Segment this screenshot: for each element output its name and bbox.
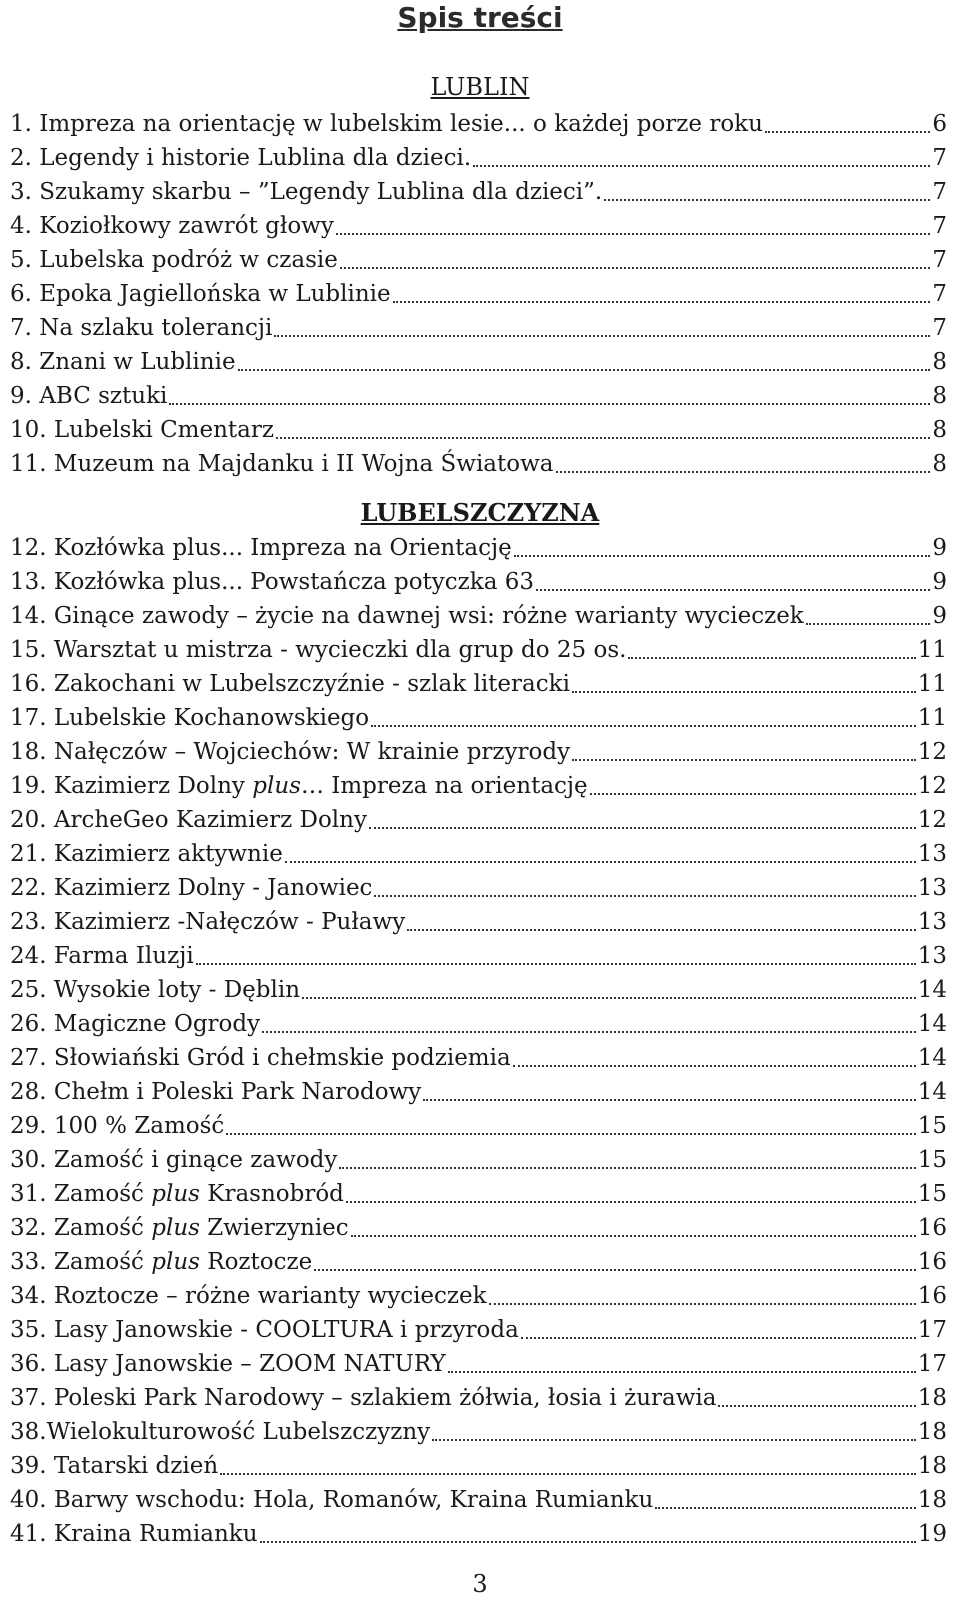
toc-entry [10,599,947,633]
dot-leader [276,437,930,439]
toc-entry-number: 22. [10,875,47,901]
dot-leader [514,555,931,557]
toc-entry [10,277,947,311]
toc-entry-title-italic: plus [252,773,301,799]
toc-entry-page: 8 [932,349,947,375]
toc-entry-title: Szukamy skarbu – ”Legendy Lublina dla dzieci”. [39,179,603,205]
toc-entry-page: 7 [932,179,947,205]
toc-entry-number: 2. [10,145,32,171]
toc-entry-number: 20. [10,807,47,833]
dot-leader [604,199,930,201]
section-heading-lublin: LUBLIN [430,73,530,101]
toc-entry-page: 15 [917,1147,947,1173]
toc-entry-page: 13 [917,841,947,867]
dot-leader [572,691,916,693]
toc-entry-title: Zakochani w Lubelszczyźnie - szlak literacki [53,671,570,697]
toc-entry-title-part: Roztocze [199,1249,313,1275]
toc-entry-title: Lasy Janowskie – ZOOM NATURY [53,1351,446,1377]
toc-entry-number: 11. [10,451,47,477]
toc-entry-title: Lubelskie Kochanowskiego [53,705,370,731]
dot-leader [448,1371,916,1373]
toc-entry-title: Lubelski Cmentarz [53,417,274,443]
toc-entry [10,107,947,141]
toc-entry-page: 14 [917,1079,947,1105]
toc-entry [10,1143,947,1177]
toc-entry-page: 9 [932,569,947,595]
toc-entry [10,1517,947,1551]
toc-entry-title [54,1211,349,1245]
toc-entry-number: 41. [10,1521,47,1547]
dot-leader [473,165,930,167]
dot-leader [423,1099,915,1101]
toc-entry-title: Kozłówka plus... Impreza na Orientację [53,535,512,561]
toc-entry-number: 37. [10,1385,47,1411]
toc-entry [10,905,947,939]
toc-entry-page: 7 [932,145,947,171]
toc-entry-page: 18 [917,1419,947,1445]
toc-entry-title: Ginące zawody – życie na dawnej wsi: różne warianty wycieczek [53,603,804,629]
toc-entry-page: 11 [917,637,947,663]
toc-entry-page: 18 [917,1453,947,1479]
dot-leader [336,233,931,235]
toc-entry-number: 36. [10,1351,47,1377]
toc-entry [10,633,947,667]
toc-entry-title: Impreza na orientację w lubelskim lesie... o każdej porze roku [39,111,763,137]
toc-entry-title-italic: plus [151,1181,200,1207]
toc-entry-title: 100 % Zamość [53,1113,225,1139]
toc-entry [10,803,947,837]
toc-entry-number: 7. [10,315,32,341]
dot-leader [407,929,916,931]
toc-entry [10,345,947,379]
toc-entry-title-part: Kazimierz Dolny [53,773,253,799]
toc-entry-number: 18. [10,739,47,765]
toc-entry-title: Lasy Janowskie - COOLTURA i przyroda [53,1317,519,1343]
dot-leader [556,471,931,473]
toc-entry-page: 13 [917,875,947,901]
toc-entry-number: 39. [10,1453,47,1479]
toc-entry-title-italic: plus [151,1215,200,1241]
toc-entry-number: 26. [10,1011,47,1037]
toc-entry-title: Epoka Jagiellońska w Lublinie [39,281,391,307]
dot-leader [340,267,931,269]
dot-leader [765,131,930,133]
dot-leader [238,369,931,371]
toc-entry-number: 32. [10,1215,47,1241]
toc-entry [10,1449,947,1483]
dot-leader [489,1303,916,1305]
dot-leader [285,861,916,863]
toc-entry-page: 14 [917,977,947,1003]
toc-entry-page: 8 [932,383,947,409]
toc-entry-page: 9 [932,603,947,629]
toc-entry-number: 12. [10,535,47,561]
toc-entry-number: 14. [10,603,47,629]
toc-entry-page: 19 [917,1521,947,1547]
toc-entry [10,311,947,345]
toc-entry-title: Koziołkowy zawrót głowy [39,213,334,239]
toc-list-lublin [10,107,947,481]
toc-entry-page: 14 [917,1045,947,1071]
toc-entry-number: 38. [10,1419,47,1445]
toc-entry [10,1109,947,1143]
toc-entry-page: 6 [932,111,947,137]
toc-entry [10,175,947,209]
toc-entry-page: 9 [932,535,947,561]
toc-entry-title: Kozłówka plus... Powstańcza potyczka 63 [53,569,535,595]
dot-leader [393,301,931,303]
toc-entry [10,1313,947,1347]
toc-entry-number: 19. [10,773,47,799]
toc-entry [10,141,947,175]
toc-entry-page: 16 [917,1215,947,1241]
toc-entry-page: 7 [932,281,947,307]
toc-entry-page: 13 [917,943,947,969]
dot-leader [432,1439,916,1441]
dot-leader [346,1201,916,1203]
toc-entry-number: 5. [10,247,32,273]
toc-entry-title: Chełm i Poleski Park Narodowy [53,1079,422,1105]
toc-entry-number: 31. [10,1181,47,1207]
toc-entry-page: 18 [917,1385,947,1411]
toc-entry [10,1245,947,1279]
page-number: 3 [472,1570,488,1598]
toc-entry-title: Znani w Lublinie [39,349,236,375]
toc-entry-page: 7 [932,213,947,239]
toc-entry-number: 24. [10,943,47,969]
toc-entry [10,1483,947,1517]
toc-entry [10,531,947,565]
toc-entry [10,837,947,871]
toc-entry-title: Wysokie loty - Dęblin [53,977,301,1003]
toc-entry [10,447,947,481]
toc-entry-title-part: Zamość [53,1215,152,1241]
dot-leader [572,759,916,761]
toc-entry-page: 8 [932,451,947,477]
toc-entry [10,1007,947,1041]
toc-entry-title-part: Zamość [53,1249,152,1275]
toc-entry-title: Muzeum na Majdanku i II Wojna Światowa [53,451,554,477]
toc-entry-number: 35. [10,1317,47,1343]
toc-entry-title: Farma Iluzji [53,943,194,969]
toc-entry-title: Na szlaku tolerancji [39,315,273,341]
toc-entry-title [54,1245,312,1279]
toc-entry-page: 8 [932,417,947,443]
toc-entry-number: 30. [10,1147,47,1173]
toc-entry-number: 29. [10,1113,47,1139]
dot-leader [260,1541,916,1543]
dot-leader [169,403,930,405]
dot-leader [590,793,916,795]
toc-entry-page: 16 [917,1283,947,1309]
toc-entry-page: 17 [917,1317,947,1343]
toc-entry-title: Słowiański Gród i chełmskie podziemia [53,1045,511,1071]
toc-entry-page: 14 [917,1011,947,1037]
toc-entry-page: 11 [917,671,947,697]
toc-entry-number: 27. [10,1045,47,1071]
toc-entry-title-italic: plus [151,1249,200,1275]
toc-entry-number: 4. [10,213,32,239]
toc-entry-title: Legendy i historie Lublina dla dzieci. [39,145,472,171]
dot-leader [226,1133,915,1135]
toc-entry-number: 13. [10,569,47,595]
toc-entry-number: 34. [10,1283,47,1309]
toc-entry-page: 15 [917,1181,947,1207]
toc-entry-page: 15 [917,1113,947,1139]
toc-entry-title-part: Zamość [53,1181,152,1207]
toc-entry-number: 33. [10,1249,47,1275]
dot-leader [513,1065,916,1067]
dot-leader [718,1405,915,1407]
dot-leader [371,725,916,727]
toc-entry-number: 8. [10,349,32,375]
toc-entry-title [54,769,588,803]
toc-entry [10,701,947,735]
dot-leader [655,1507,915,1509]
toc-entry-number: 9. [10,383,32,409]
toc-entry-page: 17 [917,1351,947,1377]
toc-entry-number: 40. [10,1487,47,1513]
toc-entry-page: 13 [917,909,947,935]
toc-entry [10,1211,947,1245]
toc-entry-title: Kraina Rumianku [53,1521,258,1547]
toc-entry-page: 12 [917,773,947,799]
toc-entry-number: 16. [10,671,47,697]
toc-entry-number: 17. [10,705,47,731]
toc-entry-number: 6. [10,281,32,307]
toc-entry-number: 23. [10,909,47,935]
dot-leader [521,1337,916,1339]
toc-entry-title: Kazimierz aktywnie [53,841,283,867]
toc-list-lubelszczyzna [10,531,947,1551]
toc-entry [10,565,947,599]
toc-entry-title-part: … Impreza na orientację [300,773,588,799]
toc-entry-number: 10. [10,417,47,443]
toc-entry [10,413,947,447]
toc-entry-page: 11 [917,705,947,731]
toc-entry-title [54,1177,344,1211]
toc-entry-title: Magiczne Ogrody [53,1011,261,1037]
toc-entry-page: 12 [917,739,947,765]
dot-leader [351,1235,916,1237]
dot-leader [339,1167,915,1169]
toc-entry [10,1075,947,1109]
toc-entry-number: 1. [10,111,32,137]
page-title: Spis treści [397,1,563,34]
dot-leader [374,895,915,897]
toc-entry [10,1347,947,1381]
toc-entry-title: Nałęczów – Wojciechów: W krainie przyrody [53,739,571,765]
toc-entry [10,769,947,803]
toc-entry-number: 25. [10,977,47,1003]
toc-entry [10,973,947,1007]
dot-leader [314,1269,915,1271]
toc-entry-title: Barwy wschodu: Hola, Romanów, Kraina Rumianku [53,1487,654,1513]
toc-entry-page: 7 [932,247,947,273]
toc-entry-page: 12 [917,807,947,833]
toc-entry-title: Lubelska podróż w czasie [39,247,338,273]
dot-leader [806,623,931,625]
toc-entry [10,209,947,243]
toc-entry [10,1415,947,1449]
toc-entry-number: 15. [10,637,47,663]
toc-entry-title-part: Krasnobród [199,1181,344,1207]
toc-entry-title: ABC sztuki [39,383,168,409]
toc-entry [10,667,947,701]
toc-entry [10,871,947,905]
dot-leader [274,335,930,337]
dot-leader [628,657,915,659]
toc-entry [10,1381,947,1415]
toc-entry-title: Kazimierz -Nałęczów - Puławy [53,909,406,935]
dot-leader [220,1473,916,1475]
toc-entry-title: Roztocze – różne warianty wycieczek [53,1283,487,1309]
toc-entry-page: 7 [932,315,947,341]
toc-entry-title: Wielokulturowość Lubelszczyzny [46,1419,431,1445]
toc-entry [10,735,947,769]
dot-leader [196,963,916,965]
toc-entry-number: 28. [10,1079,47,1105]
toc-entry-title: Zamość i ginące zawody [53,1147,338,1173]
toc-entry [10,243,947,277]
toc-entry [10,379,947,413]
toc-entry [10,1041,947,1075]
toc-entry-number: 3. [10,179,32,205]
dot-leader [302,997,916,999]
toc-entry [10,1177,947,1211]
toc-entry-title: Poleski Park Narodowy – szlakiem żółwia, łosia i żurawia [53,1385,717,1411]
toc-entry-page: 16 [917,1249,947,1275]
toc-entry-page: 18 [917,1487,947,1513]
section-heading-lubelszczyzna: LUBELSZCZYZNA [360,498,600,527]
toc-entry-number: 21. [10,841,47,867]
toc-entry-title: Kazimierz Dolny - Janowiec [53,875,373,901]
toc-entry [10,1279,947,1313]
dot-leader [369,827,916,829]
toc-entry-title: ArcheGeo Kazimierz Dolny [53,807,367,833]
toc-entry-title-part: Zwierzyniec [199,1215,349,1241]
dot-leader [536,589,930,591]
toc-entry [10,939,947,973]
toc-entry-title: Warsztat u mistrza - wycieczki dla grup do 25 os. [53,637,627,663]
toc-entry-title: Tatarski dzień [53,1453,219,1479]
dot-leader [262,1031,916,1033]
